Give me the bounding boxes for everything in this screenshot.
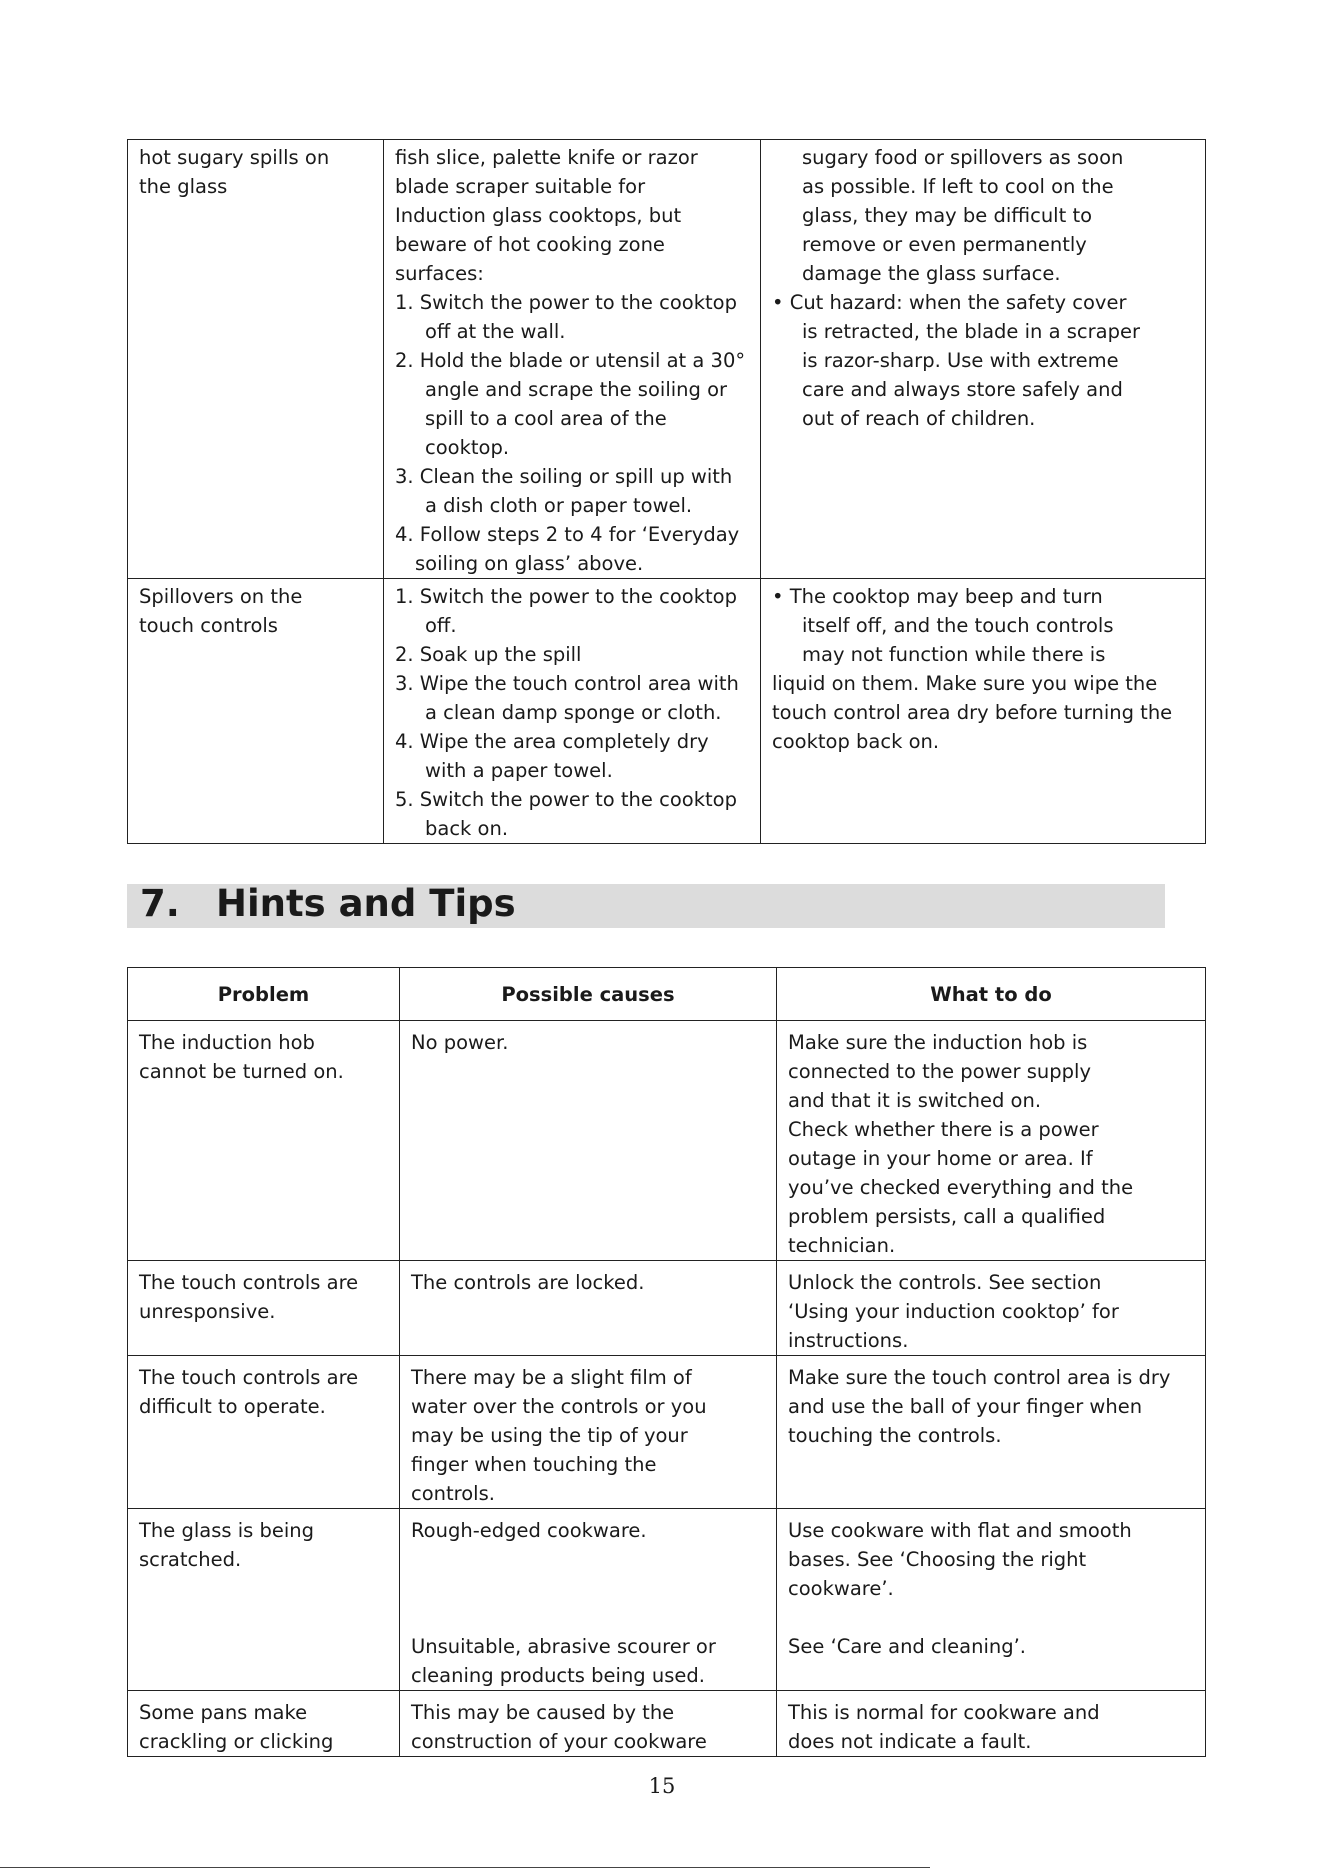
problem-cell [128, 1509, 400, 1691]
text-line: 2. Soak up the spill [395, 643, 582, 666]
text-line: off. [425, 614, 457, 637]
text-line: water over the controls or you [411, 1395, 707, 1418]
what-to-do-cell [777, 1021, 1206, 1261]
text-line: cooktop back on. [772, 730, 940, 753]
text-line: and use the ball of your finger when [788, 1395, 1143, 1418]
what-to-do-cell [777, 1261, 1206, 1356]
possible-causes-cell [400, 1509, 777, 1691]
text-line: scratched. [139, 1548, 242, 1571]
what-to-do-cell [777, 1691, 1206, 1757]
text-line: • Cut hazard: when the safety cover [772, 291, 1127, 314]
what-to-clean-cell [128, 579, 384, 844]
text-line: The touch controls are [139, 1366, 359, 1389]
text-line: with a paper towel. [425, 759, 613, 782]
hints-table-body [128, 1021, 1206, 1757]
text-line: Check whether there is a power [788, 1118, 1099, 1141]
text-line: spill to a cool area of the [425, 407, 667, 430]
cleaning-table-body [128, 140, 1206, 844]
problem-cell [128, 1356, 400, 1509]
text-line: hot sugary spills on [139, 146, 330, 169]
problem-cell [128, 1021, 400, 1261]
text-line: blade scraper suitable for [395, 175, 646, 198]
footer-rule [0, 1867, 930, 1868]
text-line: bases. See ‘Choosing the right [788, 1548, 1087, 1571]
important-cell [761, 579, 1206, 844]
header-possible-causes: Possible causes [400, 968, 777, 1021]
text-line: may not function while there is [802, 643, 1106, 666]
header-problem: Problem [128, 968, 400, 1021]
text-line: The touch controls are [139, 1271, 359, 1294]
header-what-to-do: What to do [777, 968, 1206, 1021]
text-line: controls. [411, 1482, 495, 1505]
text-line: There may be a slight film of [411, 1366, 692, 1389]
text-line: as possible. If left to cool on the [802, 175, 1114, 198]
text-line: 4. Wipe the area completely dry [395, 730, 709, 753]
text-line: This is normal for cookware and [788, 1701, 1100, 1724]
what-to-do-cell [777, 1509, 1206, 1691]
text-line: 4. Follow steps 2 to 4 for ‘Everyday [395, 523, 740, 546]
text-line: finger when touching the [411, 1453, 657, 1476]
text-line: Make sure the touch control area is dry [788, 1366, 1171, 1389]
text-line: difficult to operate. [139, 1395, 326, 1418]
section-title: Hints and Tips [216, 882, 516, 925]
text-line: and that it is switched on. [788, 1089, 1042, 1112]
text-line: does not indicate a fault. [788, 1730, 1032, 1753]
text-line: Make sure the induction hob is [788, 1031, 1088, 1054]
text-line: 2. Hold the blade or utensil at a 30° [395, 349, 746, 372]
text-line: 5. Switch the power to the cooktop [395, 788, 737, 811]
how-to-clean-cell [384, 140, 761, 579]
text-line: soiling on glass’ above. [415, 552, 644, 575]
text-line: is razor-sharp. Use with extreme [802, 349, 1119, 372]
table-row [128, 1021, 1206, 1261]
hints-table [127, 967, 1206, 1757]
text-line [411, 1545, 765, 1574]
text-line: remove or even permanently [802, 233, 1087, 256]
text-line: a dish cloth or paper towel. [425, 494, 693, 517]
text-line: the glass [139, 175, 228, 198]
text-line [411, 1603, 765, 1632]
text-line: Spillovers on the [139, 585, 303, 608]
text-line: damage the glass surface. [802, 262, 1061, 285]
text-line: problem persists, call a qualified [788, 1205, 1106, 1228]
text-line: touching the controls. [788, 1424, 1002, 1447]
text-line: technician. [788, 1234, 896, 1257]
text-line: ‘Using your induction cooktop’ for [788, 1300, 1119, 1323]
text-line: touch controls [139, 614, 278, 637]
text-line: liquid on them. Make sure you wipe the [772, 672, 1158, 695]
text-line: No power. [411, 1031, 509, 1054]
text-line: • The cooktop may beep and turn [772, 585, 1103, 608]
text-line: surfaces: [395, 262, 484, 285]
text-line: angle and scrape the soiling or [425, 378, 728, 401]
text-line: you’ve checked everything and the [788, 1176, 1134, 1199]
text-line: sugary food or spillovers as soon [802, 146, 1124, 169]
table-row [128, 1356, 1206, 1509]
text-line [788, 1603, 1194, 1632]
text-line: The controls are locked. [411, 1271, 645, 1294]
possible-causes-cell [400, 1261, 777, 1356]
text-line: This may be caused by the [411, 1701, 675, 1724]
text-line: cookware’. [788, 1577, 894, 1600]
section-heading [140, 880, 516, 928]
text-line [411, 1574, 765, 1603]
text-line: fish slice, palette knife or razor [395, 146, 698, 169]
table-row [128, 1261, 1206, 1356]
text-line: glass, they may be difficult to [802, 204, 1093, 227]
text-line: beware of hot cooking zone [395, 233, 665, 256]
text-line: a clean damp sponge or cloth. [425, 701, 722, 724]
text-line: Some pans make [139, 1701, 308, 1724]
text-line: Use cookware with flat and smooth [788, 1519, 1132, 1542]
text-line: 3. Wipe the touch control area with [395, 672, 739, 695]
text-line: unresponsive. [139, 1300, 276, 1323]
possible-causes-cell [400, 1691, 777, 1757]
possible-causes-cell [400, 1356, 777, 1509]
text-line: cleaning products being used. [411, 1664, 705, 1687]
text-line: touch control area dry before turning the [772, 701, 1173, 724]
text-line: Unsuitable, abrasive scourer or [411, 1635, 716, 1658]
what-to-clean-cell [128, 140, 384, 579]
text-line: may be using the tip of your [411, 1424, 688, 1447]
page-number: 15 [648, 1774, 676, 1798]
text-line: back on. [425, 817, 509, 840]
text-line: off at the wall. [425, 320, 566, 343]
text-line: Induction glass cooktops, but [395, 204, 682, 227]
text-line: See ‘Care and cleaning’. [788, 1635, 1026, 1658]
problem-cell [128, 1261, 400, 1356]
text-line: care and always store safely and [802, 378, 1123, 401]
table-row [128, 140, 1206, 579]
text-line: connected to the power supply [788, 1060, 1091, 1083]
important-cell [761, 140, 1206, 579]
text-line: out of reach of children. [802, 407, 1036, 430]
text-line: 1. Switch the power to the cooktop [395, 585, 737, 608]
hints-header-row [128, 968, 1206, 1021]
how-to-clean-cell [384, 579, 761, 844]
text-line: construction of your cookware [411, 1730, 707, 1753]
problem-cell [128, 1691, 400, 1757]
cleaning-table [127, 139, 1206, 844]
text-line: itself off, and the touch controls [802, 614, 1114, 637]
table-row [128, 1509, 1206, 1691]
text-line: outage in your home or area. If [788, 1147, 1093, 1170]
text-line: The induction hob [139, 1031, 315, 1054]
section-number: 7. [140, 882, 180, 925]
text-line: instructions. [788, 1329, 909, 1352]
table-row [128, 1691, 1206, 1757]
what-to-do-cell [777, 1356, 1206, 1509]
text-line: cannot be turned on. [139, 1060, 344, 1083]
text-line: is retracted, the blade in a scraper [802, 320, 1140, 343]
text-line: The glass is being [139, 1519, 315, 1542]
text-line: cooktop. [425, 436, 510, 459]
table-row [128, 579, 1206, 844]
text-line: Rough-edged cookware. [411, 1519, 647, 1542]
text-line: 1. Switch the power to the cooktop [395, 291, 737, 314]
text-line: Unlock the controls. See section [788, 1271, 1102, 1294]
possible-causes-cell [400, 1021, 777, 1261]
text-line: crackling or clicking [139, 1730, 334, 1753]
text-line: 3. Clean the soiling or spill up with [395, 465, 733, 488]
